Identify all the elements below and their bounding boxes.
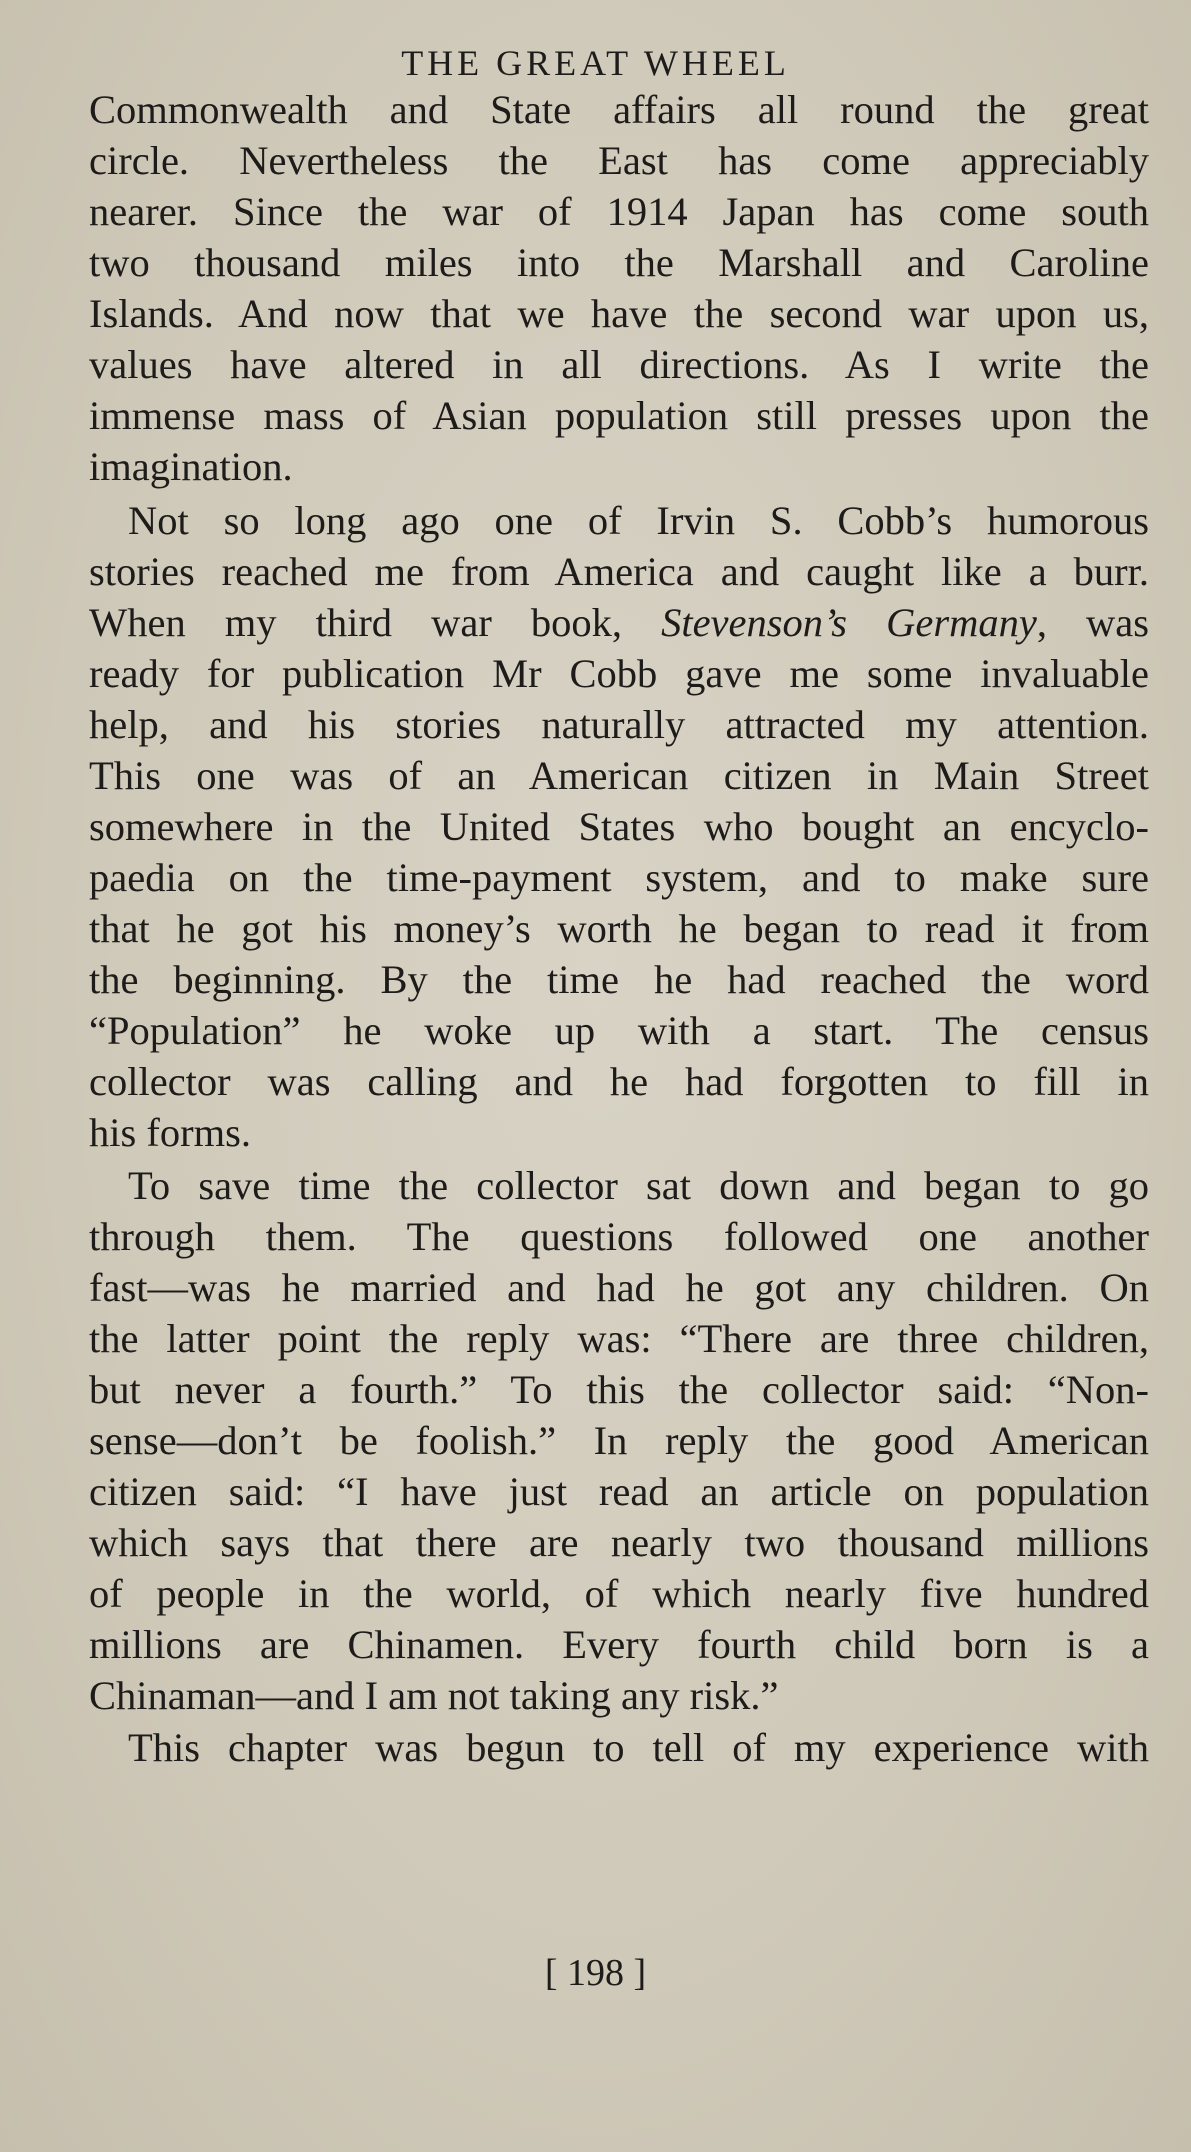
text-line: imagination.	[89, 444, 293, 489]
text-line: collector was calling and he had forgotten to fill in	[89, 1059, 1149, 1104]
text-line: Not so long ago one of Irvin S. Cobb’s humorous	[128, 498, 1149, 543]
text-line: of people in the world, of which nearly five hundred	[89, 1571, 1149, 1616]
text-line: help, and his stories naturally attracted my attention.	[89, 702, 1149, 747]
text-line: paedia on the time-payment system, and to make sure	[89, 855, 1149, 900]
text-line: millions are Chinamen. Every fourth child born is a	[89, 1622, 1149, 1667]
text-line: which says that there are nearly two thousand millions	[89, 1520, 1149, 1565]
text-line: Islands. And now that we have the second war upon us,	[89, 291, 1149, 336]
text-line: fast—was he married and had he got any children. On	[89, 1265, 1149, 1310]
text-line: that he got his money’s worth he began to read it from	[89, 906, 1149, 951]
text-line: through them. The questions followed one another	[89, 1214, 1149, 1259]
text-line: This one was of an American citizen in Main Street	[89, 753, 1149, 798]
text-line: the latter point the reply was: “There are three children,	[89, 1316, 1149, 1361]
text-line: stories reached me from America and caught like a burr.	[89, 549, 1149, 594]
text-line: somewhere in the United States who bought an encyclo-	[89, 804, 1149, 849]
book-title: Stevenson’s Germany	[661, 600, 1037, 645]
text-span: When my third war book,	[89, 600, 662, 645]
text-line: immense mass of Asian population still presses upon the	[89, 393, 1149, 438]
text-line: This chapter was begun to tell of my experience with	[128, 1725, 1149, 1770]
text-line: but never a fourth.” To this the collector said: “Non-	[89, 1367, 1149, 1412]
text-line: circle. Nevertheless the East has come appreciably	[89, 138, 1149, 183]
text-line: Commonwealth and State affairs all round the great	[89, 87, 1149, 132]
text-line: values have altered in all directions. As I write the	[89, 342, 1149, 387]
text-line: sense—don’t be foolish.” In reply the good American	[89, 1418, 1149, 1463]
text-line: nearer. Since the war of 1914 Japan has come south	[89, 189, 1149, 234]
text-line: “Population” he woke up with a start. The census	[89, 1008, 1149, 1053]
running-head: THE GREAT WHEEL	[401, 43, 790, 83]
page-number: [ 198 ]	[544, 1952, 647, 1994]
text-line: the beginning. By the time he had reached the word	[89, 957, 1149, 1002]
text-line: Chinaman—and I am not taking any risk.”	[89, 1673, 779, 1718]
text-line: citizen said: “I have just read an article on population	[89, 1469, 1149, 1514]
text-line: To save time the collector sat down and began to go	[128, 1163, 1149, 1208]
text-line: two thousand miles into the Marshall and Caroline	[89, 240, 1149, 285]
text-line: ready for publication Mr Cobb gave me some invaluable	[89, 651, 1149, 696]
text-span: , was	[1036, 600, 1149, 645]
text-line-with-title	[89, 597, 1149, 649]
text-line: his forms.	[89, 1110, 251, 1155]
